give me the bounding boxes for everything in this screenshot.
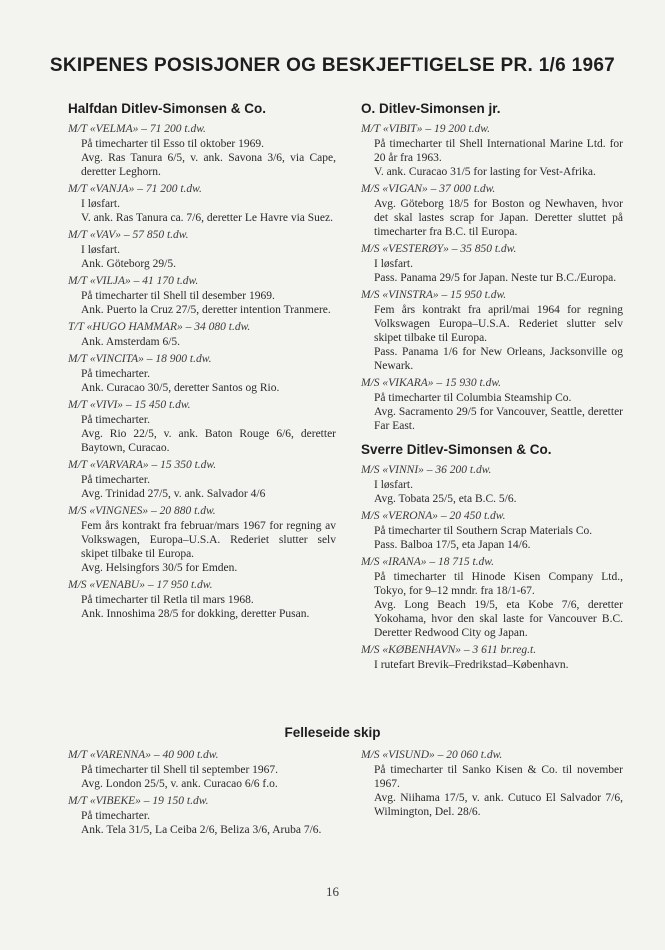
ship-detail-line: På timecharter til Hinode Kisen Company Ltd., Tokyo, for 9–12 mndr. fra 18/1-67. bbox=[374, 571, 623, 597]
ship-detail-line: På timecharter til Sanko Kisen & Co. til november 1967. bbox=[374, 764, 623, 790]
ship-heading: M/T «VANJA» – 71 200 t.dw. bbox=[68, 183, 202, 195]
ship-heading: M/S «VINSTRA» – 15 950 t.dw. bbox=[361, 289, 507, 301]
ship-detail-line: V. ank. Ras Tanura ca. 7/6, deretter Le Havre via Suez. bbox=[81, 212, 333, 224]
left-column bbox=[68, 100, 336, 624]
ship-detail-line: I løsfart. bbox=[374, 258, 413, 270]
ship-detail-line: På timecharter til Columbia Steamship Co. bbox=[374, 392, 572, 404]
ship-entry bbox=[68, 504, 336, 575]
ship-entry bbox=[361, 643, 623, 672]
ship-entry bbox=[68, 458, 336, 501]
ship-detail-line: Avg. Tobata 25/5, eta B.C. 5/6. bbox=[374, 493, 517, 505]
ship-entry bbox=[361, 509, 623, 552]
ship-detail-line: Avg. London 25/5, v. ank. Curacao 6/6 f.o. bbox=[81, 778, 278, 790]
ship-detail-line: På timecharter til Esso til oktober 1969. bbox=[81, 138, 265, 150]
ship-entry bbox=[68, 320, 336, 349]
ship-entry bbox=[68, 274, 336, 317]
ship-entry bbox=[361, 122, 623, 179]
ship-detail-line: Avg. Helsingfors 30/5 for Emden. bbox=[81, 562, 238, 574]
ship-entry bbox=[68, 182, 336, 225]
ship-entry bbox=[361, 182, 623, 239]
ship-heading: M/S «VESTERØY» – 35 850 t.dw. bbox=[361, 243, 517, 255]
ship-heading: M/S «IRANA» – 18 715 t.dw. bbox=[361, 556, 494, 568]
ship-heading: M/T «VARENNA» – 40 900 t.dw. bbox=[68, 749, 219, 761]
ship-entry bbox=[68, 578, 336, 621]
ship-heading: T/T «HUGO HAMMAR» – 34 080 t.dw. bbox=[68, 321, 251, 333]
ship-detail-line: På timecharter til Southern Scrap Materials Co. bbox=[374, 525, 593, 537]
page-number: 16 bbox=[326, 884, 339, 899]
ship-heading: M/T «VINCITA» – 18 900 t.dw. bbox=[68, 353, 212, 365]
ship-entry bbox=[68, 228, 336, 271]
ship-entry bbox=[361, 555, 623, 640]
ship-detail-line: Ank. Amsterdam 6/5. bbox=[81, 336, 181, 348]
ship-detail-line: Pass. Panama 1/6 for New Orleans, Jacksonville og Newark. bbox=[374, 346, 623, 372]
ship-detail-line: Ank. Göteborg 29/5. bbox=[81, 258, 176, 270]
ship-detail-line: På timecharter. bbox=[81, 368, 150, 380]
ship-heading: M/S «VIGAN» – 37 000 t.dw. bbox=[361, 183, 496, 195]
ship-detail-line: På timecharter. bbox=[81, 474, 150, 486]
ship-entry bbox=[361, 242, 623, 285]
ship-detail-line: Avg. Göteborg 18/5 for Boston og Newhaven, hvor det skal lastes scrap for Japan. Deretter sluttet på timecharter fra B.C. til Europa. bbox=[374, 198, 623, 238]
ship-heading: M/T «VAV» – 57 850 t.dw. bbox=[68, 229, 189, 241]
ship-detail-line: På timecharter til Shell International Marine Ltd. for 20 år fra 1963. bbox=[374, 138, 623, 164]
ship-detail-line: Ank. Innoshima 28/5 for dokking, deretter Pusan. bbox=[81, 608, 310, 620]
ship-entry bbox=[361, 288, 623, 373]
ship-detail-line: V. ank. Curacao 31/5 for lasting for Vest-Afrika. bbox=[374, 166, 596, 178]
ship-detail-line: Avg. Trinidad 27/5, v. ank. Salvador 4/6 bbox=[81, 488, 266, 500]
ship-heading: M/S «VENABU» – 17 950 t.dw. bbox=[68, 579, 213, 591]
ship-detail-line: Avg. Rio 22/5, v. ank. Baton Rouge 6/6, deretter Baytown, Curacao. bbox=[81, 428, 336, 454]
ship-heading: M/T «VELMA» – 71 200 t.dw. bbox=[68, 123, 206, 135]
ship-heading: M/S «KØBENHAVN» – 3 611 br.reg.t. bbox=[361, 644, 537, 656]
right-column bbox=[361, 100, 623, 675]
felleseide-right-column bbox=[361, 748, 623, 822]
ship-detail-line: Avg. Niihama 17/5, v. ank. Cutuco El Salvador 7/6, Wilmington, Del. 28/6. bbox=[374, 792, 623, 818]
company-heading: O. Ditlev-Simonsen jr. bbox=[361, 101, 501, 116]
page-title: SKIPENES POSISJONER OG BESKJEFTIGELSE PR. 1/6 1967 bbox=[49, 55, 616, 76]
ship-detail-line: Pass. Balboa 17/5, eta Japan 14/6. bbox=[374, 539, 531, 551]
ship-detail-line: Avg. Long Beach 19/5, eta Kobe 7/6, deretter Yokohama, hvor den skal laste for Vancouver B.C. Deretter Redwood City og Japan. bbox=[374, 599, 623, 639]
ship-entry bbox=[361, 463, 623, 506]
ship-heading: M/S «VISUND» – 20 060 t.dw. bbox=[361, 749, 503, 761]
ship-detail-line: Avg. Ras Tanura 6/5, v. ank. Savona 3/6, via Cape, deretter Leghorn. bbox=[81, 152, 336, 178]
ship-heading: M/T «VILJA» – 41 170 t.dw. bbox=[68, 275, 199, 287]
ship-detail-line: På timecharter til Retla til mars 1968. bbox=[81, 594, 254, 606]
ship-heading: M/T «VIBEKE» – 19 150 t.dw. bbox=[68, 795, 209, 807]
ship-detail-line: Fem års kontrakt fra april/mai 1964 for regning Volkswagen Europa–U.S.A. Rederiet slutter selv skipet tilbake til Europa. bbox=[374, 304, 623, 344]
ship-detail-line: Pass. Panama 29/5 for Japan. Neste tur B.C./Europa. bbox=[374, 272, 617, 284]
ship-detail-line: På timecharter. bbox=[81, 414, 150, 426]
ship-detail-line: I rutefart Brevik–Fredrikstad–København. bbox=[374, 659, 569, 671]
ship-detail-line: I løsfart. bbox=[374, 479, 413, 491]
ship-detail-line: I løsfart. bbox=[81, 244, 120, 256]
ship-detail-line: Ank. Curacao 30/5, deretter Santos og Rio. bbox=[81, 382, 280, 394]
ship-heading: M/S «VERONA» – 20 450 t.dw. bbox=[361, 510, 506, 522]
ship-heading: M/T «VARVARA» – 15 350 t.dw. bbox=[68, 459, 217, 471]
ship-detail-line: På timecharter til Shell til september 1967. bbox=[81, 764, 279, 776]
ship-heading: M/S «VIKARA» – 15 930 t.dw. bbox=[361, 377, 502, 389]
ship-entry bbox=[68, 794, 336, 837]
ship-heading: M/T «VIBIT» – 19 200 t.dw. bbox=[361, 123, 490, 135]
ship-detail-line: På timecharter til Shell til desember 1969. bbox=[81, 290, 275, 302]
ship-entry bbox=[361, 376, 623, 433]
ship-detail-line: Fem års kontrakt fra februar/mars 1967 for regning av Volkswagen, Europa–U.S.A. Rederiet slutter selv skipet tilbake til Europa. bbox=[81, 520, 336, 560]
felleseide-title: Felleseide skip bbox=[284, 725, 381, 740]
ship-detail-line: Avg. Sacramento 29/5 for Vancouver, Seattle, deretter Far East. bbox=[374, 406, 623, 432]
ship-detail-line: I løsfart. bbox=[81, 198, 120, 210]
ship-heading: M/T «VIVI» – 15 450 t.dw. bbox=[68, 399, 191, 411]
ship-heading: M/S «VINGNES» – 20 880 t.dw. bbox=[68, 505, 216, 517]
ship-heading: M/S «VINNI» – 36 200 t.dw. bbox=[361, 464, 492, 476]
ship-entry bbox=[68, 748, 336, 791]
felleseide-left-column bbox=[68, 748, 336, 840]
ship-entry bbox=[68, 122, 336, 179]
ship-entry bbox=[68, 352, 336, 395]
company-heading: Sverre Ditlev-Simonsen & Co. bbox=[361, 442, 552, 457]
ship-detail-line: På timecharter. bbox=[81, 810, 150, 822]
company-heading: Halfdan Ditlev-Simonsen & Co. bbox=[68, 101, 267, 116]
ship-entry bbox=[68, 398, 336, 455]
ship-detail-line: Ank. Puerto la Cruz 27/5, deretter intention Tranmere. bbox=[81, 304, 331, 316]
ship-detail-line: Ank. Tela 31/5, La Ceiba 2/6, Beliza 3/6, Aruba 7/6. bbox=[81, 824, 322, 836]
ship-entry bbox=[361, 748, 623, 819]
